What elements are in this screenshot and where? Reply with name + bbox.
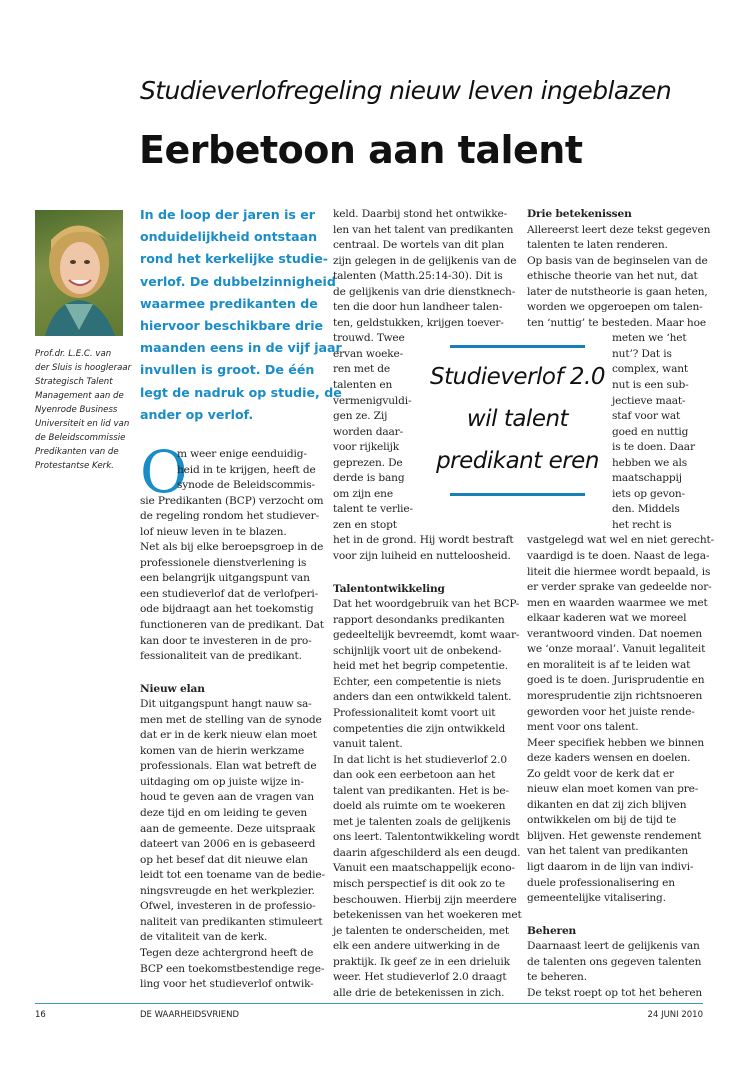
drop-cap: O	[140, 438, 188, 506]
text-line: vastgelegd wat wel en niet gerecht-	[527, 534, 715, 547]
text-line: ten, geldstukken, krijgen toever-	[333, 316, 504, 329]
text-line: geworden voor het juiste rende-	[527, 705, 695, 718]
text-line: vermenigvuldi-	[333, 394, 412, 407]
text-line: ode bijdraagt aan het toekomstig	[140, 603, 314, 616]
text-line: aan de gemeente. Deze uitspraak	[140, 822, 316, 835]
text-line: De tekst roept op tot het beheren	[527, 986, 703, 999]
issue-date: 24 JUNI 2010	[647, 1010, 703, 1020]
caption-line: Strategisch Talent	[35, 377, 113, 387]
lead-line: verlof. De dubbelzinnigheid	[140, 273, 336, 289]
lead-line: hiervoor beschikbare drie	[140, 318, 324, 334]
text-line: Echter, een competentie is niets	[333, 675, 501, 688]
text-line: het recht is	[612, 518, 672, 531]
caption-line: Management aan de	[35, 391, 124, 401]
text-line: voor zijn luiheid en nutteloosheid.	[333, 550, 511, 563]
lead-line: In de loop der jaren is er	[140, 207, 316, 222]
text-line: nut is een sub-	[612, 379, 689, 392]
section-heading: Drie betekenissen	[527, 208, 632, 220]
body-column-2	[333, 207, 522, 1001]
text-line: later de nutstheorie is gaan heten,	[527, 285, 708, 298]
text-line: is te doen. Daar	[612, 441, 695, 454]
article-title: Eerbetoon aan talent	[139, 128, 583, 172]
text-line: talenten (Matth.25:14-30). Dit is	[333, 270, 503, 283]
text-line: van het talent van predikanten	[527, 845, 689, 858]
text-line: er verder sprake van gedeelde nor-	[527, 581, 712, 594]
text-line: dateert van 2006 en is gebaseerd	[140, 838, 316, 851]
paragraph-gap	[527, 907, 712, 924]
footer-rule	[35, 1003, 703, 1004]
text-line: op het besef dat dit nieuwe elan	[140, 853, 308, 866]
body-column-1	[140, 438, 325, 993]
text-line: maatschappij	[612, 472, 682, 485]
text-line: daarin afgeschilderd als een deugd.	[333, 846, 521, 859]
text-line: kan door te investeren in de pro-	[140, 634, 312, 647]
text-line: Dit uitgangspunt hangt nauw sa-	[140, 698, 312, 711]
text-line: Op basis van de beginselen van de	[527, 254, 708, 267]
text-line: moresprudentie zijn richtsnoeren	[527, 689, 703, 702]
text-line: Tegen deze achtergrond heeft de	[140, 946, 314, 959]
text-line: rapport desondanks predikanten	[333, 613, 505, 626]
text-line: Zo geldt voor de kerk dat er	[527, 767, 674, 780]
body-column-3	[527, 207, 715, 1001]
text-line: worden daar-	[333, 425, 404, 438]
paragraph-gap	[333, 565, 518, 582]
text-line: doeld als ruimte om te woekeren	[333, 800, 506, 813]
lead-paragraph	[140, 204, 342, 426]
text-line: len van het talent van predikanten	[333, 223, 514, 236]
text-line: houd te geven aan de vragen van	[140, 791, 314, 804]
text-line: m weer enige eenduidig-	[177, 448, 307, 460]
text-line: Daarnaast leert de gelijkenis van	[527, 940, 700, 953]
text-line: betekenissen van het woekeren met	[333, 909, 522, 922]
text-line: Ofwel, investeren in de professio-	[140, 900, 316, 913]
text-line: goed is te doen. Jurisprudentie en	[527, 674, 705, 687]
pull-quote-line: Studieverlof 2.0	[429, 364, 605, 390]
text-line: ons leert. Talentontwikkeling wordt	[333, 831, 520, 844]
text-line: meten we ‘het	[612, 332, 687, 345]
text-line: goed en nuttig	[612, 425, 689, 438]
text-line: ningsvreugde en het werkplezier.	[140, 884, 315, 897]
text-line: hebben we als	[612, 456, 688, 469]
text-line: fessionaliteit van de predikant.	[140, 650, 302, 663]
section-heading: Talentontwikkeling	[333, 582, 445, 595]
text-line: functioneren van de predikant. Dat	[140, 619, 324, 632]
text-line: deze tijd en om leiding te geven	[140, 807, 308, 820]
text-line: ligt daarom in de lijn van indivi-	[527, 860, 694, 873]
text-line: we ‘onze moraal’. Vanuit legaliteit	[527, 643, 706, 656]
text-line: keld. Daarbij stond het ontwikke-	[333, 208, 508, 220]
publication-name: DE WAARHEIDSVRIEND	[140, 1010, 240, 1020]
text-line: en moraliteit is af te leiden wat	[527, 658, 691, 671]
text-line: duele professionalisering en	[527, 876, 675, 889]
text-line: de gelijkenis van drie dienstknech-	[333, 285, 516, 298]
text-line: komen van de hierin werkzame	[140, 744, 305, 757]
text-line: verantwoord vinden. Dat noemen	[527, 627, 703, 640]
text-line: geprezen. De	[333, 456, 403, 469]
text-line: een studieverlof dat de verlofperi-	[140, 587, 319, 600]
text-line: praktijk. Ik geef ze in een drieluik	[333, 955, 510, 968]
text-line: deze kaders wensen en doelen.	[527, 752, 691, 765]
text-line: heid in te krijgen, heeft de	[177, 463, 316, 476]
pull-quote	[420, 342, 615, 502]
text-line: ethische theorie van het nut, dat	[527, 270, 698, 283]
text-line: ontwikkelen om bij de tijd te	[527, 814, 677, 827]
portrait-image	[35, 210, 123, 336]
text-line: talent te verlie-	[333, 503, 413, 516]
text-line: dikanten en dat zij zich blijven	[527, 798, 687, 811]
text-line: centraal. De wortels van dit plan	[333, 239, 505, 252]
text-line: de regeling rondom het studiever-	[140, 510, 320, 523]
text-line: je talenten te onderscheiden, met	[333, 924, 509, 937]
photo-caption	[35, 347, 140, 473]
text-line: blijven. Het gewenste rendement	[527, 829, 702, 842]
text-line: Dat het woordgebruik van het BCP-	[333, 598, 520, 611]
text-line: lof nieuw leven in te blazen.	[140, 525, 287, 538]
text-line: talenten te laten renderen.	[527, 239, 668, 252]
text-line: het in de grond. Hij wordt bestraft	[333, 534, 514, 547]
text-line: talent van predikanten. Het is be-	[333, 784, 509, 797]
text-line: dat er in de kerk nieuw elan moet	[140, 729, 317, 742]
text-line: complex, want	[612, 363, 689, 376]
text-line: ment voor ons talent.	[527, 721, 639, 734]
text-line: te beheren.	[527, 971, 587, 984]
text-line: ervan woeke-	[333, 347, 404, 360]
text-line: misch perspectief is dit ook zo te	[333, 877, 506, 890]
text-line: Meer specifiek hebben we binnen	[527, 736, 705, 749]
text-line: zen en stopt	[333, 518, 397, 531]
text-line: competenties die zijn ontwikkeld	[333, 722, 506, 735]
text-line: In dat licht is het studieverlof 2.0	[333, 753, 507, 766]
text-line: derde is bang	[333, 472, 405, 485]
text-line: gedeeltelijk bevreemdt, komt waar-	[333, 629, 520, 642]
text-line: voor rijkelijk	[333, 441, 399, 454]
text-line: beschouwen. Hierbij zijn meerdere	[333, 893, 517, 906]
caption-line: Universiteit en lid van	[35, 419, 130, 429]
text-line: vaardigd is te doen. Naast de lega-	[527, 550, 710, 563]
text-line: men met de stelling van de synode	[140, 713, 322, 726]
text-line: uitdaging om op juiste wijze in-	[140, 775, 304, 788]
text-line: staf voor wat	[612, 410, 681, 423]
text-line: Net als bij elke beroepsgroep in de	[140, 541, 324, 554]
text-line: ten ‘nuttig’ te besteden. Maar hoe	[527, 316, 706, 329]
text-line: heid met het begrip competentie.	[333, 660, 508, 673]
pull-quote-rule-top	[450, 345, 585, 348]
text-line: elk een andere uitwerking in de	[333, 940, 500, 953]
text-line: een belangrijk uitgangspunt van	[140, 572, 310, 585]
text-line: synode de Beleidscommis-	[177, 479, 315, 492]
text-line: elkaar kaderen wat we moreel	[527, 612, 687, 625]
text-line: liteit die hiermee wordt bepaald, is	[527, 565, 711, 578]
section-heading: Nieuw elan	[140, 682, 205, 695]
text-line: schijnlijk voort uit de onbekend-	[333, 644, 502, 657]
pull-quote-line: wil talent	[466, 406, 569, 432]
lead-line: ander op verlof.	[140, 406, 254, 422]
article-kicker: Studieverlofregeling nieuw leven ingeblazen	[140, 76, 672, 105]
caption-line: Predikanten van de	[35, 447, 119, 457]
caption-line: Prof.dr. L.E.C. van	[35, 349, 112, 359]
text-line: gemeentelijke vitalisering.	[527, 892, 666, 905]
pull-quote-line: predikant eren	[436, 448, 599, 474]
text-line: nieuw elan moet komen van pre-	[527, 783, 699, 796]
text-line: weer. Het studieverlof 2.0 draagt	[333, 971, 507, 984]
text-line: Professionaliteit komt voort uit	[333, 706, 496, 719]
text-line: nut’? Dat is	[612, 347, 672, 360]
text-line: met je talenten zoals de gelijkenis	[333, 815, 511, 828]
text-line: vanuit talent.	[333, 738, 403, 751]
text-line: sie Predikanten (BCP) verzocht om	[140, 494, 324, 507]
text-line: BCP een toekomstbestendige rege-	[140, 962, 325, 975]
text-line: jectieve maat-	[612, 394, 686, 407]
text-line: Vanuit een maatschappelijk econo-	[333, 862, 515, 875]
text-line: dan ook een eerbetoon aan het	[333, 769, 496, 782]
lead-line: legt de nadruk op studie, de	[140, 384, 342, 400]
lead-line: waarmee predikanten de	[140, 295, 318, 311]
paragraph-gap	[140, 665, 325, 682]
text-line: den. Middels	[612, 503, 680, 516]
caption-line: de Beleidscommissie	[35, 433, 126, 443]
author-photo	[35, 210, 123, 336]
caption-line: Protestantse Kerk.	[35, 461, 114, 471]
text-line: trouwd. Twee	[333, 332, 405, 345]
text-line: leidt tot een toename van de bedie-	[140, 869, 325, 882]
caption-line: der Sluis is hoogleraar	[35, 363, 132, 373]
section-heading: Beheren	[527, 924, 577, 937]
text-line: zijn gelegen in de gelijkenis van de	[333, 254, 517, 267]
text-line: talenten en	[333, 379, 393, 392]
text-line: men en waarden waarmee we met	[527, 596, 708, 609]
caption-line: Nyenrode Business	[35, 405, 118, 415]
lead-line: maanden eens in de vijf jaar	[140, 340, 342, 356]
text-line: iets op gevon-	[612, 487, 685, 500]
text-line: ten die door hun landheer talen-	[333, 301, 503, 314]
text-line: worden we opgeroepen om talen-	[527, 301, 703, 314]
text-line: professionele dienstverlening is	[140, 556, 307, 569]
lead-line: invullen is groot. De één	[140, 362, 315, 378]
text-line: alle drie de betekenissen in zich.	[333, 986, 505, 999]
text-line: ren met de	[333, 363, 391, 376]
text-line: ling voor het studieverlof ontwik-	[140, 978, 314, 991]
lead-line: onduidelijkheid ontstaan	[140, 229, 318, 245]
text-line: gen ze. Zij	[333, 410, 388, 423]
lead-line: rond het kerkelijke studie-	[140, 251, 329, 267]
text-line: om zijn ene	[333, 487, 393, 500]
page-number: 16	[35, 1010, 46, 1020]
text-line: Allereerst leert deze tekst gegeven	[527, 223, 711, 236]
pull-quote-rule-bottom	[450, 493, 585, 496]
text-line: de talenten ons gegeven talenten	[527, 955, 702, 968]
text-line: de vitaliteit van de kerk.	[140, 931, 268, 944]
text-line: professionals. Elan wat betreft de	[140, 760, 317, 773]
text-line: naliteit van predikanten stimuleert	[140, 915, 323, 928]
text-line: anders dan een ontwikkeld talent.	[333, 691, 512, 704]
